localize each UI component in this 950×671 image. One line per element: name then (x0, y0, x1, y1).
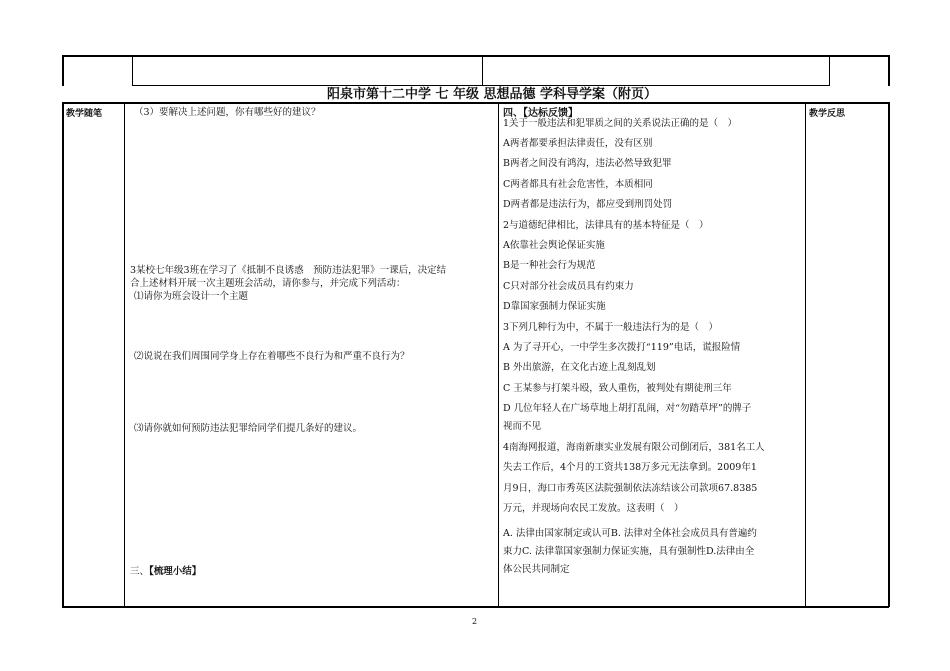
feedback-line: 万元，并现场向农民工发放。这表明（ ） (503, 503, 684, 514)
top-rule (62, 55, 889, 57)
feedback-line: D靠国家强制力保证实施 (503, 301, 606, 312)
section-summary-label: 【梳理小结】 (149, 566, 202, 577)
page-title: 阳泉市第十二中学 七 年级 思想品德 学科导学案（附页） (326, 87, 658, 102)
feedback-line: A两者都要承担法律责任，没有区别 (503, 138, 653, 149)
feedback-line: C 王某参与打架斗殴，致人重伤，被判处有期徒刑三年 (503, 383, 732, 394)
section-summary-prefix: 三、 (130, 566, 150, 577)
sub-question-1: ⑴请你为班会设计一个主题 (134, 291, 249, 302)
feedback-line: 1关于一般违法和犯罪质之间的关系说法正确的是（ ） (503, 118, 738, 129)
feedback-line: A依靠社会舆论保证实施 (503, 240, 605, 251)
feedback-line: 失去工作后，4个月的工资共138万多元无法拿到。2009年1 (503, 462, 757, 473)
col-divider-1 (124, 102, 125, 607)
feedback-line: 体公民共同制定 (503, 564, 570, 575)
feedback-heading: 四、【达标反馈】 (503, 108, 578, 119)
col-divider-2 (498, 102, 499, 607)
item3-line2: 合上述材料开展一次主题班会活动，请你参与，并完成下列活动： (130, 278, 406, 289)
feedback-line: A 为了寻开心，一中学生多次拨打“119”电话，谎报险情 (503, 342, 741, 353)
feedback-line: 束力C. 法律靠国家强制力保证实施，具有强制性D.法律由全 (503, 546, 755, 557)
left-column-label: 教学随笔 (66, 109, 103, 119)
feedback-line: C只对部分社会成员具有约束力 (503, 281, 634, 292)
feedback-line: 视而不见 (503, 421, 542, 432)
main-table-left (62, 102, 64, 607)
main-table-bottom (62, 606, 889, 608)
feedback-line: B是一种社会行为规范 (503, 260, 596, 271)
feedback-line: D两者都是违法行为，都应受到刑罚处罚 (503, 199, 673, 210)
main-table-top (62, 102, 889, 104)
sub-question-2: ⑵说说在我们周围同学身上存在着哪些不良行为和严重不良行为？ (134, 351, 410, 362)
inner-divider-1 (482, 55, 483, 86)
feedback-line: A. 法律由国家制定或认可B. 法律对全体社会成员具有普遍约 (503, 528, 757, 539)
q3-suggestion: （3）要解决上述问题，你有哪些好的建议？ (134, 107, 321, 118)
page-number: 2 (472, 617, 478, 626)
right-column-label: 教学反思 (809, 109, 846, 119)
feedback-line: C两者都具有社会危害性，本质相同 (503, 179, 653, 190)
feedback-line: 4南海网报道，海南新康实业发展有限公司倒闭后，381名工人 (503, 442, 765, 453)
inner-top-rule (132, 55, 133, 86)
section-summary-heading (130, 565, 201, 578)
item3-line1: 3某校七年级3班在学习了《抵制不良诱惑 预防违法犯罪》一课后，决定结 (130, 265, 447, 276)
outer-right-border (888, 55, 890, 86)
outer-left-border (62, 55, 64, 86)
sub-question-3: ⑶请你就如何预防违法犯罪给同学们提几条好的建议。 (134, 423, 363, 434)
feedback-line: B 外出旅游，在文化古迹上乱刻乱划 (503, 362, 656, 373)
feedback-line: D 几位年轻人在广场草地上胡打乱闹，对“勿踏草坪”的牌子 (503, 403, 752, 414)
feedback-line: 2与道德纪律相比，法律具有的基本特征是（ ） (503, 220, 709, 231)
main-table-right (888, 102, 890, 607)
feedback-line: 3下列几种行为中，不属于一般违法行为的是（ ） (503, 322, 719, 333)
col-divider-3 (805, 102, 806, 607)
feedback-line: B两者之间没有鸿沟，违法必然导致犯罪 (503, 158, 672, 169)
inner-divider-2 (829, 55, 830, 86)
feedback-line: 月9日，海口市秀英区法院强制依法冻结该公司款项67.8385 (503, 483, 758, 494)
